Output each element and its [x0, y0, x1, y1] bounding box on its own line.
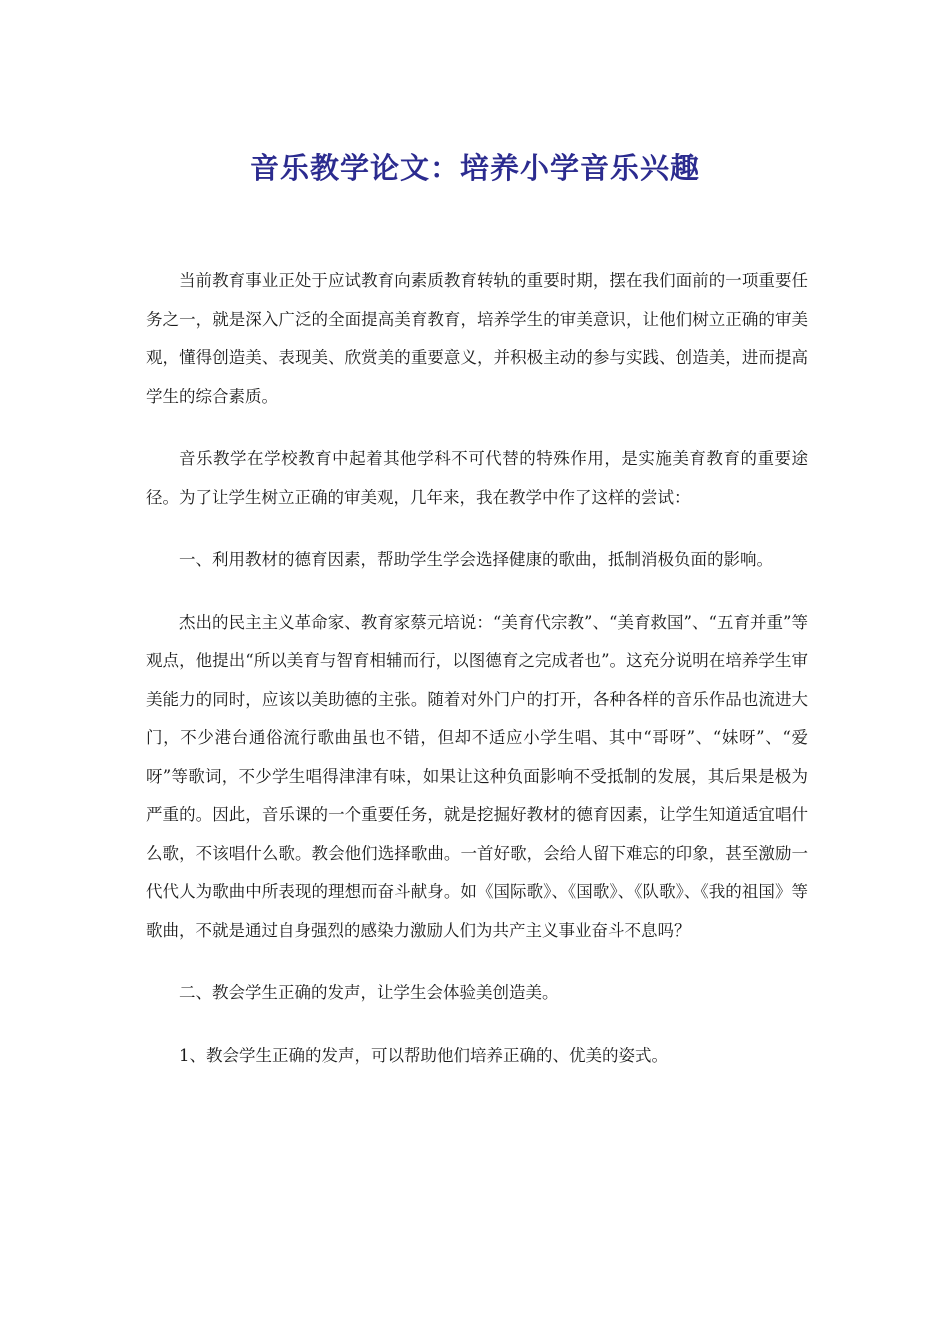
paragraph-intro: 当前教育事业正处于应试教育向素质教育转轨的重要时期，摆在我们面前的一项重要任务之一，就是深入广泛的全面提高美育教育，培养学生的审美意识，让他们树立正确的审美观，懂得创造美、表现美、欣赏美的重要意义，并积极主动的参与实践、创造美，进而提高学生的综合素质。: [146, 271, 808, 406]
document-title: 音乐教学论文：培养小学音乐兴趣: [249, 151, 700, 185]
section-heading-one: 一、利用教材的德育因素，帮助学生学会选择健康的歌曲，抵制消极负面的影响。: [179, 550, 773, 569]
document-body: [146, 262, 808, 1099]
paragraph-music-education-role: 音乐教学在学校教育中起着其他学科不可代替的特殊作用，是实施美育教育的重要途径。为了让学生树立正确的审美观，几年来，我在教学中作了这样的尝试：: [146, 449, 808, 507]
paragraph-cai-yuanpei: 杰出的民主主义革命家、教育家蔡元培说：“美育代宗教”、“美育救国”、“五育并重”等观点，他提出“所以美育与智育相辅而行，以图德育之完成者也”。这充分说明在培养学生审美能力的同时，应该以美助德的主张。随着对外门户的打开，各种各样的音乐作品也流进大门，不少港台通俗流行歌曲虽也不错，但却不适应小学生唱、其中“哥呀”、“妹呀”、“爱呀”等歌词，不少学生唱得津津有味，如果让这种负面影响不受抵制的发展，其后果是极为严重的。因此，音乐课的一个重要任务，就是挖掘好教材的德育因素，让学生知道适宜唱什么歌，不该唱什么歌。教会他们选择歌曲。一首好歌，会给人留下难忘的印象，甚至激励一代代人为歌曲中所表现的理想而奋斗献身。如《国际歌》、《国歌》、《队歌》、《我的祖国》等歌曲，不就是通过自身强烈的感染力激励人们为共产主义事业奋斗不息吗？: [146, 612, 808, 940]
subsection-heading-one: 1、教会学生正确的发声，可以帮助他们培养正确的、优美的姿式。: [179, 1045, 668, 1065]
section-heading-two: 二、教会学生正确的发声，让学生会体验美创造美。: [179, 983, 559, 1002]
